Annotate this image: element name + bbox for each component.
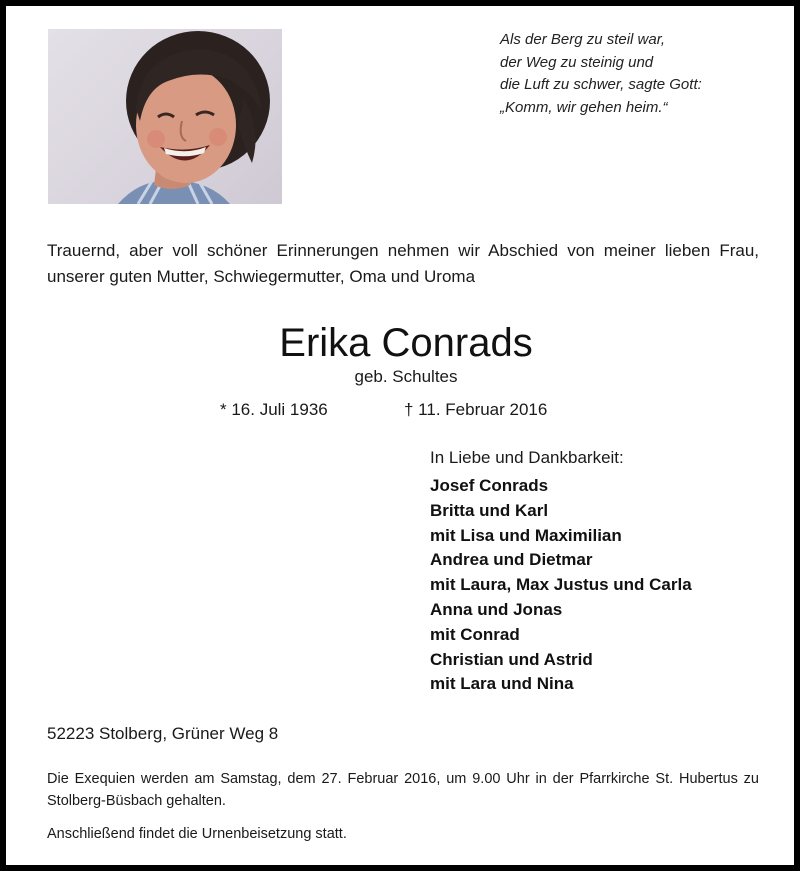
mourner-name: mit Conrad [430, 624, 520, 644]
mourner-name: Anna und Jonas [430, 599, 563, 619]
mourner-name: Josef Conrads [430, 476, 549, 495]
urn-burial-info: Anschließend findet die Urnenbeisetzung statt. [47, 826, 347, 842]
intro-text: Trauernd, aber voll schöner Erinnerungen nehmen wir Abschied von meiner lieben Frau, unserer guten Mutter, Schwiegermutter, Oma und Uroma [47, 241, 759, 286]
mourners-list [430, 474, 692, 697]
family-address: 52223 Stolberg, Grüner Weg 8 [47, 724, 279, 743]
mourner-name: Britta und Karl [430, 500, 549, 520]
poem-line: der Weg zu steinig und [500, 53, 654, 71]
portrait-photo [48, 29, 282, 204]
mourner-name: Andrea und Dietmar [430, 550, 593, 570]
poem-line: die Luft zu schwer, sagte Gott: [500, 76, 702, 93]
mourner-name: mit Lisa und Maximilian [430, 525, 622, 545]
death-date: † 11. Februar 2016 [404, 400, 548, 419]
maiden-name: geb. Schultes [354, 367, 458, 386]
poem-line: „Komm, wir gehen heim.“ [500, 98, 668, 116]
mourners-heading: In Liebe und Dankbarkeit: [430, 448, 624, 467]
service-info: Die Exequien werden am Samstag, dem 27. Februar 2016, um 9.00 Uhr in der Pfarrkirche St. Hubertus zu Stolberg-Büsbach gehalten. [47, 771, 759, 809]
mourner-name: mit Lara und Nina [430, 674, 574, 694]
poem [500, 29, 702, 119]
mourner-name: Christian und Astrid [430, 649, 593, 669]
mourner-name: mit Laura, Max Justus und Carla [430, 575, 692, 595]
portrait-image [48, 29, 282, 204]
poem-line: Als der Berg zu steil war, [500, 31, 666, 48]
birth-date: * 16. Juli 1936 [220, 400, 328, 419]
deceased-name: Erika Conrads [279, 321, 533, 365]
